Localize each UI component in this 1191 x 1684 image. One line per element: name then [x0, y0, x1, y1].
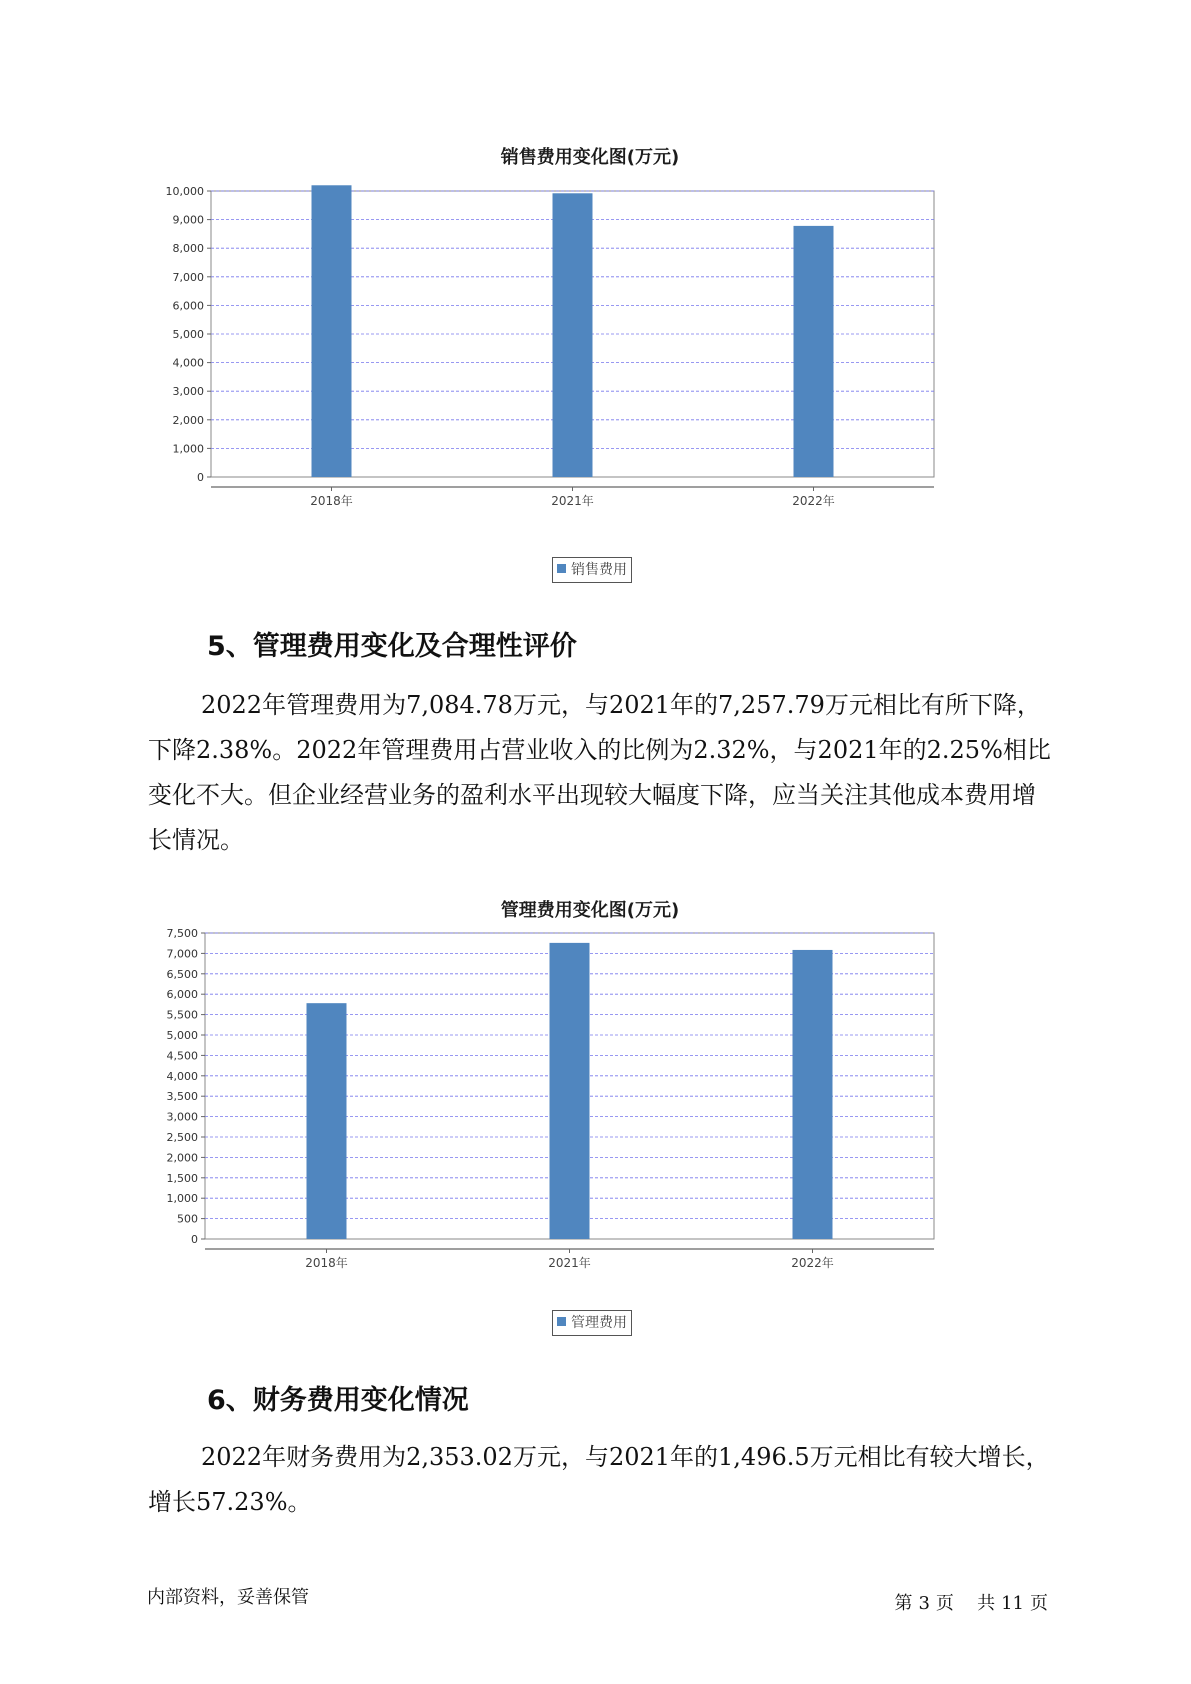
chart-legend — [552, 1310, 632, 1336]
legend-label: 销售费用 — [571, 562, 627, 578]
bar — [312, 185, 352, 477]
y-tick-label: 7,500 — [166, 928, 198, 940]
footer-confidential-note: 内部资料，妥善保管 — [147, 1587, 309, 1608]
page-prefix: 第 — [894, 1593, 913, 1614]
y-tick-label: 1,000 — [172, 442, 204, 456]
management-expense-chart-plot — [150, 928, 1030, 1333]
bar — [553, 193, 593, 477]
y-tick-label: 5,500 — [166, 1008, 198, 1022]
y-tick-label: 2,000 — [172, 413, 204, 427]
y-tick-label: 1,500 — [166, 1171, 198, 1185]
y-tick-label: 1,000 — [166, 1192, 198, 1206]
page-number: 3 — [918, 1593, 930, 1614]
bar — [307, 1003, 347, 1239]
page-unit: 页 — [935, 1593, 954, 1614]
y-tick-label: 4,000 — [166, 1069, 198, 1083]
y-tick-label: 6,000 — [166, 988, 198, 1002]
y-tick-label: 8,000 — [172, 242, 204, 256]
chart-title: 销售费用变化图(万元) — [500, 147, 680, 168]
sales-expense-chart-plot — [150, 175, 1030, 580]
y-tick-label: 5,000 — [166, 1029, 198, 1042]
management-expense-chart — [150, 893, 1030, 1343]
y-tick-label: 4,500 — [166, 1049, 198, 1063]
y-tick-label: 500 — [177, 1212, 198, 1226]
y-tick-label: 6,500 — [166, 967, 198, 981]
bar — [550, 943, 590, 1239]
y-tick-label: 2,500 — [166, 1131, 198, 1144]
sales-expense-chart — [150, 140, 1030, 590]
bar — [793, 950, 833, 1239]
y-tick-label: 3,500 — [166, 1090, 198, 1104]
section-heading: 6、财务费用变化情况 — [207, 1385, 469, 1416]
section-paragraph: 2022年财务费用为2,353.02万元，与2021年的1,496.5万元相比有较大增长，增长57.23%。 — [148, 1443, 1050, 1516]
y-tick-label: 3,000 — [172, 385, 204, 399]
y-tick-label: 4,000 — [172, 356, 204, 370]
y-tick-label: 7,000 — [172, 270, 204, 284]
total-unit: 页 — [1030, 1593, 1048, 1614]
total-pages: 11 — [1001, 1593, 1024, 1614]
y-tick-label: 7,000 — [166, 947, 198, 961]
y-tick-label: 9,000 — [172, 213, 204, 227]
total-prefix: 共 — [977, 1593, 996, 1614]
y-tick-label: 0 — [191, 1233, 198, 1246]
x-tick-label: 2022年 — [792, 494, 835, 508]
bar — [794, 226, 834, 477]
y-tick-label: 3,000 — [166, 1110, 198, 1124]
legend-swatch — [557, 564, 566, 573]
chart-title: 管理费用变化图(万元) — [500, 900, 680, 921]
x-tick-label: 2022年 — [791, 1256, 834, 1270]
y-tick-label: 0 — [197, 471, 204, 484]
section-paragraph: 2022年管理费用为7,084.78万元，与2021年的7,257.79万元相比有所下降，下降2.38%。2022年管理费用占营业收入的比例为2.32%，与2021年的2.25%相比变化不大。但企业经营业务的盈利水平出现较大幅度下降，应当关注其他成本费用增长情况。 — [148, 691, 1051, 854]
x-tick-label: 2018年 — [305, 1256, 348, 1270]
y-tick-label: 2,000 — [166, 1151, 198, 1165]
footer-page-info — [891, 1589, 1051, 1615]
legend-label: 管理费用 — [571, 1315, 627, 1331]
x-tick-label: 2021年 — [548, 1256, 591, 1270]
x-tick-label: 2021年 — [551, 494, 594, 508]
x-tick-label: 2018年 — [310, 494, 353, 508]
y-tick-label: 10,000 — [165, 185, 204, 198]
section-heading: 5、管理费用变化及合理性评价 — [207, 631, 577, 662]
y-tick-label: 5,000 — [172, 328, 204, 341]
y-tick-label: 6,000 — [172, 299, 204, 313]
chart-legend — [552, 557, 632, 583]
legend-swatch — [557, 1317, 566, 1326]
